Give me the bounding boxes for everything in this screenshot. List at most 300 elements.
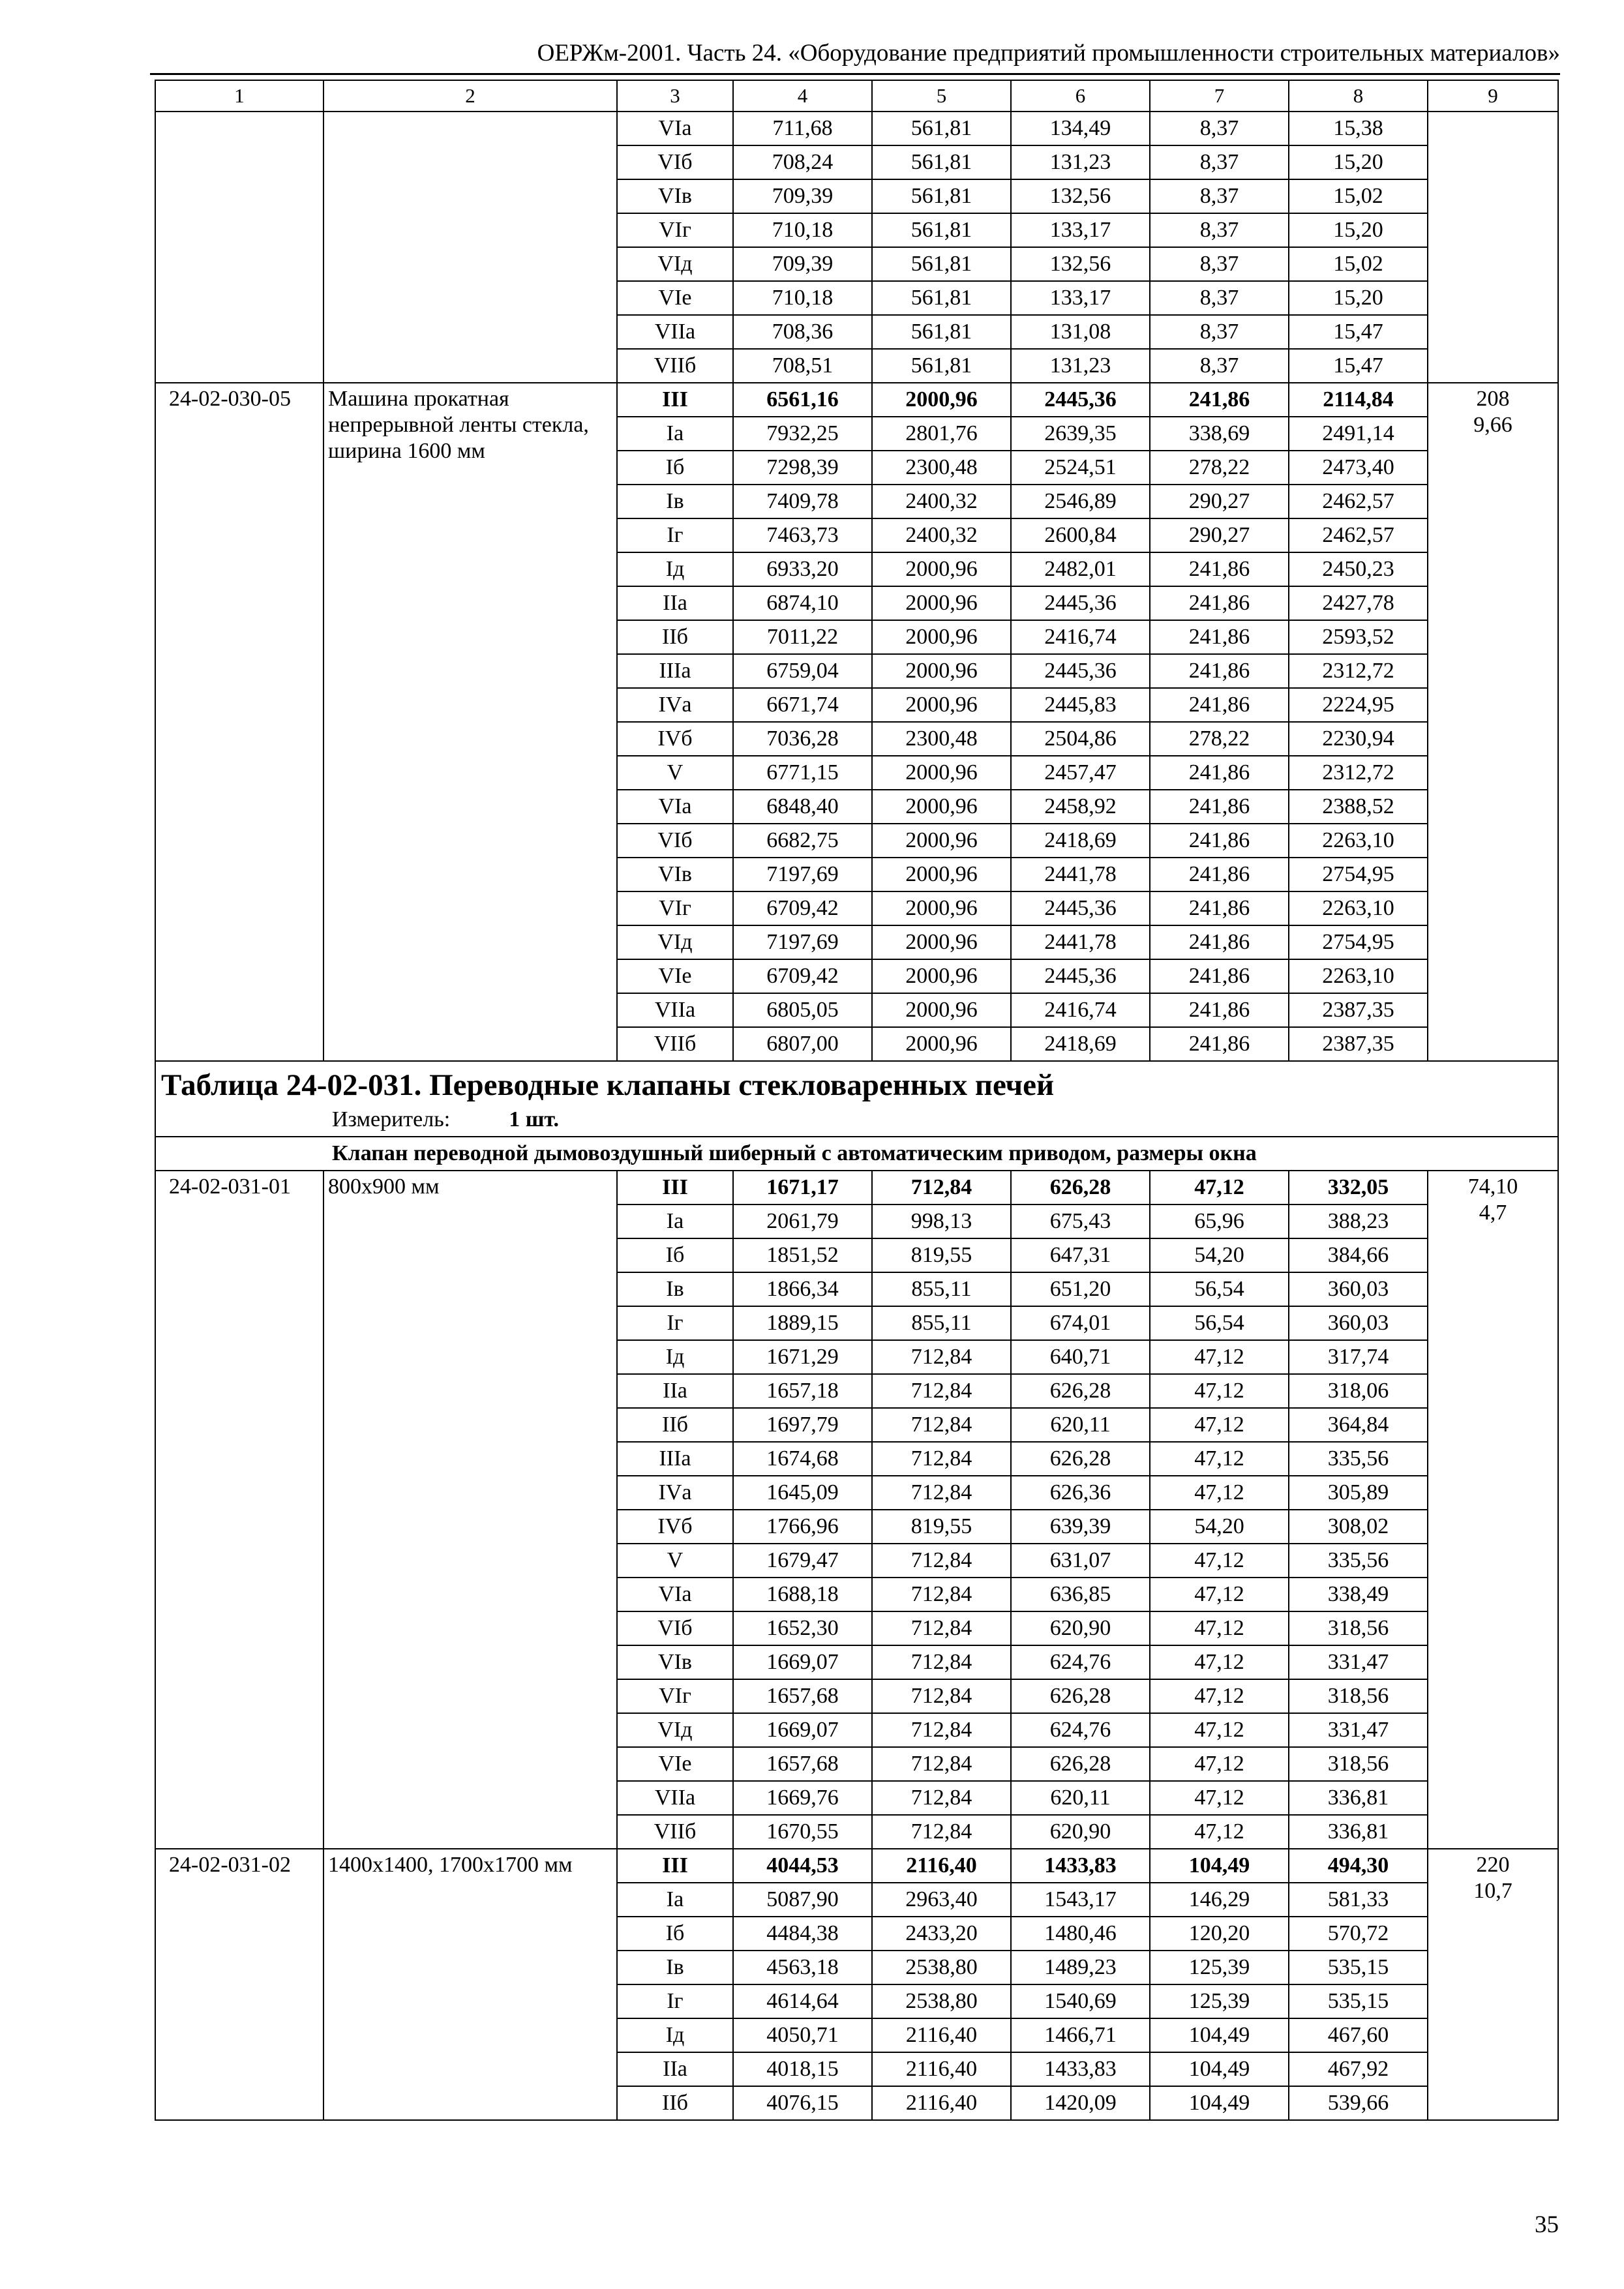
rate-value: 561,81 — [872, 112, 1011, 145]
rate-value: 2000,96 — [872, 959, 1011, 993]
zone-label: Iа — [617, 1204, 733, 1238]
rate-value: 125,39 — [1150, 1984, 1289, 2018]
rate-value: 709,39 — [733, 247, 872, 281]
rate-value: 241,86 — [1150, 858, 1289, 891]
rate-value: 1670,55 — [733, 1815, 872, 1849]
rate-value: 712,84 — [872, 1374, 1011, 1408]
rate-value: 241,86 — [1150, 891, 1289, 925]
column-number: 4 — [733, 80, 872, 112]
rate-value: 1671,29 — [733, 1340, 872, 1374]
rate-value: 104,49 — [1150, 1849, 1289, 1883]
rate-value: 855,11 — [872, 1306, 1011, 1340]
running-header: ОЕРЖм-2001. Часть 24. «Оборудование предприятий промышленности строительных материалов» — [537, 40, 1560, 67]
rate-value: 711,68 — [733, 112, 872, 145]
table-title-cell — [155, 1061, 1558, 1137]
extra-value: 74,10 — [1467, 1174, 1518, 1199]
rate-value: 1669,76 — [733, 1781, 872, 1815]
rate-value: 570,72 — [1289, 1917, 1428, 1951]
rate-value: 712,84 — [872, 1679, 1011, 1713]
zone-label: IVб — [617, 722, 733, 756]
zone-label: IIб — [617, 1408, 733, 1442]
rate-value: 47,12 — [1150, 1815, 1289, 1849]
zone-label: VIв — [617, 858, 733, 891]
zone-label: VIе — [617, 1747, 733, 1781]
rate-value: 620,90 — [1011, 1611, 1150, 1645]
rate-value: 2482,01 — [1011, 552, 1150, 586]
table-row — [155, 383, 1558, 417]
rate-value: 712,84 — [872, 1476, 1011, 1510]
subheading-row — [155, 1137, 1558, 1171]
rate-value: 2593,52 — [1289, 620, 1428, 654]
rate-value: 15,20 — [1289, 145, 1428, 179]
zone-label: VIб — [617, 824, 733, 858]
rate-value: 2000,96 — [872, 1027, 1011, 1061]
rate-value: 15,38 — [1289, 112, 1428, 145]
extra-value: 9,66 — [1473, 413, 1512, 437]
rate-value: 712,84 — [872, 1713, 1011, 1747]
rate-value: 241,86 — [1150, 756, 1289, 790]
column-number: 1 — [155, 80, 323, 112]
rate-value: 335,56 — [1289, 1442, 1428, 1476]
rate-value: 2445,36 — [1011, 959, 1150, 993]
rate-value: 133,17 — [1011, 281, 1150, 315]
rate-value: 133,17 — [1011, 213, 1150, 247]
item-extra — [1428, 383, 1558, 1061]
rate-value: 647,31 — [1011, 1238, 1150, 1272]
rate-value: 1674,68 — [733, 1442, 872, 1476]
rate-value: 241,86 — [1150, 925, 1289, 959]
item-extra — [1428, 1849, 1558, 2120]
rate-value: 2116,40 — [872, 1849, 1011, 1883]
rate-value: 47,12 — [1150, 1713, 1289, 1747]
rate-value: 624,76 — [1011, 1645, 1150, 1679]
rate-value: 2116,40 — [872, 2052, 1011, 2086]
rate-value: 331,47 — [1289, 1713, 1428, 1747]
rate-value: 47,12 — [1150, 1679, 1289, 1713]
rate-value: 134,49 — [1011, 112, 1150, 145]
rate-value: 146,29 — [1150, 1883, 1289, 1917]
rate-value: 2000,96 — [872, 993, 1011, 1027]
rate-value: 1480,46 — [1011, 1917, 1150, 1951]
rate-value: 1433,83 — [1011, 1849, 1150, 1883]
rate-value: 998,13 — [872, 1204, 1011, 1238]
rate-value: 1466,71 — [1011, 2018, 1150, 2052]
rate-value: 318,06 — [1289, 1374, 1428, 1408]
rate-value: 1679,47 — [733, 1544, 872, 1578]
rate-value: 131,08 — [1011, 315, 1150, 349]
rate-value: 1766,96 — [733, 1510, 872, 1544]
rate-value: 1669,07 — [733, 1645, 872, 1679]
rate-value: 278,22 — [1150, 722, 1289, 756]
table-row — [155, 1171, 1558, 1204]
rate-value: 2754,95 — [1289, 925, 1428, 959]
column-number: 7 — [1150, 80, 1289, 112]
rate-value: 335,56 — [1289, 1544, 1428, 1578]
zone-label: IIIа — [617, 654, 733, 688]
rate-value: 47,12 — [1150, 1476, 1289, 1510]
rate-value: 561,81 — [872, 349, 1011, 383]
rate-value: 241,86 — [1150, 586, 1289, 620]
rate-value: 2116,40 — [872, 2018, 1011, 2052]
item-code: 24-02-030-05 — [155, 383, 323, 1061]
zone-label: VIа — [617, 1578, 733, 1611]
rate-value: 1657,68 — [733, 1747, 872, 1781]
zone-label: VIб — [617, 1611, 733, 1645]
zone-label: III — [617, 1171, 733, 1204]
rate-value: 2441,78 — [1011, 858, 1150, 891]
zone-label: IIа — [617, 586, 733, 620]
rate-value: 2600,84 — [1011, 518, 1150, 552]
rate-value: 8,37 — [1150, 112, 1289, 145]
rate-value: 2000,96 — [872, 858, 1011, 891]
zone-label: IIа — [617, 1374, 733, 1408]
column-number: 6 — [1011, 80, 1150, 112]
zone-label: Iв — [617, 1272, 733, 1306]
rate-value: 2801,76 — [872, 417, 1011, 451]
rate-value: 712,84 — [872, 1781, 1011, 1815]
zone-label: IVа — [617, 1476, 733, 1510]
rate-value: 2418,69 — [1011, 824, 1150, 858]
rate-value: 241,86 — [1150, 654, 1289, 688]
rate-value: 2754,95 — [1289, 858, 1428, 891]
zone-label: Iд — [617, 1340, 733, 1374]
rate-value: 7197,69 — [733, 858, 872, 891]
rate-value: 1866,34 — [733, 1272, 872, 1306]
extra-value: 4,7 — [1479, 1201, 1507, 1225]
rate-value: 2427,78 — [1289, 586, 1428, 620]
zone-label: VIе — [617, 281, 733, 315]
rate-value: 7036,28 — [733, 722, 872, 756]
rate-value: 6805,05 — [733, 993, 872, 1027]
zone-label: Iб — [617, 1238, 733, 1272]
rate-value: 2416,74 — [1011, 620, 1150, 654]
rate-value: 331,47 — [1289, 1645, 1428, 1679]
rate-value: 241,86 — [1150, 959, 1289, 993]
rate-value: 539,66 — [1289, 2086, 1428, 2120]
rate-value: 1543,17 — [1011, 1883, 1150, 1917]
extra-value: 220 — [1476, 1853, 1510, 1877]
rate-value: 819,55 — [872, 1510, 1011, 1544]
rate-value: 2000,96 — [872, 688, 1011, 722]
rate-value: 708,36 — [733, 315, 872, 349]
rate-value: 360,03 — [1289, 1272, 1428, 1306]
column-number: 3 — [617, 80, 733, 112]
rate-value: 290,27 — [1150, 518, 1289, 552]
rate-value: 2639,35 — [1011, 417, 1150, 451]
rate-value: 2000,96 — [872, 620, 1011, 654]
rate-value: 2418,69 — [1011, 1027, 1150, 1061]
rate-value: 6561,16 — [733, 383, 872, 417]
rate-value: 241,86 — [1150, 993, 1289, 1027]
rate-value: 2387,35 — [1289, 993, 1428, 1027]
rate-value: 8,37 — [1150, 179, 1289, 213]
rate-value: 2000,96 — [872, 383, 1011, 417]
rate-value: 712,84 — [872, 1747, 1011, 1781]
rate-value: 2462,57 — [1289, 518, 1428, 552]
item-name — [323, 112, 617, 383]
rate-value: 2538,80 — [872, 1984, 1011, 2018]
rate-value: 2445,83 — [1011, 688, 1150, 722]
rate-value: 2061,79 — [733, 1204, 872, 1238]
rate-value: 305,89 — [1289, 1476, 1428, 1510]
rate-value: 561,81 — [872, 145, 1011, 179]
rate-value: 336,81 — [1289, 1815, 1428, 1849]
zone-label: Iд — [617, 2018, 733, 2052]
rate-value: 47,12 — [1150, 1578, 1289, 1611]
rate-value: 1657,68 — [733, 1679, 872, 1713]
rate-value: 47,12 — [1150, 1340, 1289, 1374]
rate-value: 640,71 — [1011, 1340, 1150, 1374]
rate-value: 7298,39 — [733, 451, 872, 485]
rate-value: 712,84 — [872, 1171, 1011, 1204]
item-code: 24-02-031-02 — [155, 1849, 323, 2120]
rate-value: 2000,96 — [872, 654, 1011, 688]
rate-value: 241,86 — [1150, 824, 1289, 858]
rate-value: 132,56 — [1011, 247, 1150, 281]
rate-value: 620,11 — [1011, 1408, 1150, 1442]
rate-value: 712,84 — [872, 1340, 1011, 1374]
rate-value: 47,12 — [1150, 1747, 1289, 1781]
rate-value: 624,76 — [1011, 1713, 1150, 1747]
rate-value: 2524,51 — [1011, 451, 1150, 485]
rate-value: 7463,73 — [733, 518, 872, 552]
rate-value: 710,18 — [733, 213, 872, 247]
rate-value: 2445,36 — [1011, 586, 1150, 620]
rate-value: 15,20 — [1289, 213, 1428, 247]
rate-value: 132,56 — [1011, 179, 1150, 213]
extra-value: 10,7 — [1473, 1879, 1512, 1903]
rate-value: 290,27 — [1150, 485, 1289, 518]
rate-value: 360,03 — [1289, 1306, 1428, 1340]
zone-label: IIб — [617, 2086, 733, 2120]
rate-value: 626,28 — [1011, 1171, 1150, 1204]
zone-label: VIд — [617, 925, 733, 959]
rate-value: 1540,69 — [1011, 1984, 1150, 2018]
rate-value: 535,15 — [1289, 1951, 1428, 1984]
zone-label: VIв — [617, 179, 733, 213]
zone-label: Iг — [617, 1306, 733, 1340]
rate-value: 6771,15 — [733, 756, 872, 790]
rate-value: 332,05 — [1289, 1171, 1428, 1204]
zone-label: Iа — [617, 1883, 733, 1917]
rate-value: 2458,92 — [1011, 790, 1150, 824]
zone-label: Iг — [617, 1984, 733, 2018]
rate-value: 561,81 — [872, 179, 1011, 213]
rate-value: 620,11 — [1011, 1781, 1150, 1815]
rate-value: 131,23 — [1011, 349, 1150, 383]
rate-value: 2416,74 — [1011, 993, 1150, 1027]
rate-value: 15,20 — [1289, 281, 1428, 315]
rate-value: 308,02 — [1289, 1510, 1428, 1544]
rate-value: 4044,53 — [733, 1849, 872, 1883]
rate-value: 2000,96 — [872, 891, 1011, 925]
rate-value: 6807,00 — [733, 1027, 872, 1061]
rate-value: 626,28 — [1011, 1747, 1150, 1781]
rate-value: 15,47 — [1289, 349, 1428, 383]
item-name: Машина прокатная непрерывной ленты стекла, ширина 1600 мм — [323, 383, 617, 1061]
rate-value: 1851,52 — [733, 1238, 872, 1272]
rate-value: 338,69 — [1150, 417, 1289, 451]
rates-table — [155, 80, 1559, 2121]
rate-value: 6709,42 — [733, 891, 872, 925]
rate-value: 318,56 — [1289, 1679, 1428, 1713]
rate-value: 2000,96 — [872, 552, 1011, 586]
column-number: 2 — [323, 80, 617, 112]
rate-value: 1652,30 — [733, 1611, 872, 1645]
zone-label: Iв — [617, 1951, 733, 1984]
table-row — [155, 1849, 1558, 1883]
rate-value: 15,02 — [1289, 179, 1428, 213]
zone-label: VIIб — [617, 349, 733, 383]
zone-label: VIIа — [617, 993, 733, 1027]
rate-value: 120,20 — [1150, 1917, 1289, 1951]
zone-label: VIIб — [617, 1027, 733, 1061]
column-number: 8 — [1289, 80, 1428, 112]
rate-value: 241,86 — [1150, 383, 1289, 417]
rate-value: 5087,90 — [733, 1883, 872, 1917]
rate-value: 2445,36 — [1011, 654, 1150, 688]
rate-value: 626,28 — [1011, 1374, 1150, 1408]
rate-value: 2224,95 — [1289, 688, 1428, 722]
rate-value: 336,81 — [1289, 1781, 1428, 1815]
rate-value: 388,23 — [1289, 1204, 1428, 1238]
rate-value: 318,56 — [1289, 1611, 1428, 1645]
header-rule — [150, 73, 1560, 75]
rate-value: 56,54 — [1150, 1306, 1289, 1340]
rate-value: 47,12 — [1150, 1544, 1289, 1578]
rate-value: 626,28 — [1011, 1679, 1150, 1713]
rate-value: 561,81 — [872, 315, 1011, 349]
zone-label: VIа — [617, 790, 733, 824]
rate-value: 47,12 — [1150, 1611, 1289, 1645]
rate-value: 2473,40 — [1289, 451, 1428, 485]
rate-value: 2000,96 — [872, 586, 1011, 620]
rate-value: 8,37 — [1150, 349, 1289, 383]
rate-value: 1671,17 — [733, 1171, 872, 1204]
column-number-row — [155, 80, 1558, 112]
measure-label: Измеритель: — [332, 1107, 451, 1131]
rate-value: 631,07 — [1011, 1544, 1150, 1578]
rate-value: 2963,40 — [872, 1883, 1011, 1917]
rate-value: 639,39 — [1011, 1510, 1150, 1544]
rate-value: 4614,64 — [733, 1984, 872, 2018]
rate-value: 712,84 — [872, 1815, 1011, 1849]
rate-value: 1645,09 — [733, 1476, 872, 1510]
zone-label: VIIа — [617, 1781, 733, 1815]
rate-value: 7011,22 — [733, 620, 872, 654]
rate-value: 7932,25 — [733, 417, 872, 451]
rate-value: 4484,38 — [733, 1917, 872, 1951]
rate-value: 2230,94 — [1289, 722, 1428, 756]
rate-value: 2445,36 — [1011, 383, 1150, 417]
rate-value: 2504,86 — [1011, 722, 1150, 756]
rate-value: 712,84 — [872, 1578, 1011, 1611]
rate-value: 8,37 — [1150, 247, 1289, 281]
rate-value: 8,37 — [1150, 145, 1289, 179]
item-name: 1400x1400, 1700x1700 мм — [323, 1849, 617, 2120]
rate-value: 674,01 — [1011, 1306, 1150, 1340]
rate-value: 2387,35 — [1289, 1027, 1428, 1061]
rate-value: 2462,57 — [1289, 485, 1428, 518]
rate-value: 47,12 — [1150, 1171, 1289, 1204]
table-title: Таблица 24-02-031. Переводные клапаны стекловаренных печей — [161, 1068, 1055, 1102]
zone-label: Iб — [617, 1917, 733, 1951]
rate-value: 2538,80 — [872, 1951, 1011, 1984]
rate-value: 364,84 — [1289, 1408, 1428, 1442]
rate-value: 104,49 — [1150, 2018, 1289, 2052]
column-number: 5 — [872, 80, 1011, 112]
rate-value: 6933,20 — [733, 552, 872, 586]
rate-value: 56,54 — [1150, 1272, 1289, 1306]
zone-label: Iв — [617, 485, 733, 518]
rate-value: 241,86 — [1150, 790, 1289, 824]
rate-value: 2114,84 — [1289, 383, 1428, 417]
rate-value: 8,37 — [1150, 213, 1289, 247]
zone-label: III — [617, 1849, 733, 1883]
rate-value: 241,86 — [1150, 552, 1289, 586]
zone-label: IIIа — [617, 1442, 733, 1476]
zone-label: VIб — [617, 145, 733, 179]
zone-label: VIг — [617, 891, 733, 925]
rate-value: 6682,75 — [733, 824, 872, 858]
item-extra — [1428, 1171, 1558, 1849]
rate-value: 561,81 — [872, 247, 1011, 281]
rate-value: 2491,14 — [1289, 417, 1428, 451]
rate-value: 710,18 — [733, 281, 872, 315]
rate-value: 7409,78 — [733, 485, 872, 518]
rate-value: 1433,83 — [1011, 2052, 1150, 2086]
item-code — [155, 112, 323, 383]
zone-label: V — [617, 1544, 733, 1578]
rate-value: 2433,20 — [872, 1917, 1011, 1951]
rate-value: 15,02 — [1289, 247, 1428, 281]
rate-value: 317,74 — [1289, 1340, 1428, 1374]
zone-label: VIд — [617, 247, 733, 281]
rate-value: 2450,23 — [1289, 552, 1428, 586]
item-code: 24-02-031-01 — [155, 1171, 323, 1849]
zone-label: III — [617, 383, 733, 417]
rate-value: 712,84 — [872, 1645, 1011, 1679]
rate-value: 1688,18 — [733, 1578, 872, 1611]
measure-line — [156, 1103, 1557, 1136]
rate-value: 581,33 — [1289, 1883, 1428, 1917]
zone-label: V — [617, 756, 733, 790]
extra-value: 208 — [1476, 387, 1510, 411]
zone-label: Iд — [617, 552, 733, 586]
rate-value: 2000,96 — [872, 790, 1011, 824]
rate-value: 2000,96 — [872, 756, 1011, 790]
rate-value: 626,36 — [1011, 1476, 1150, 1510]
table-title-row — [155, 1061, 1558, 1137]
rate-value: 2000,96 — [872, 824, 1011, 858]
rate-value: 4018,15 — [733, 2052, 872, 2086]
zone-label: IVа — [617, 688, 733, 722]
rate-value: 47,12 — [1150, 1645, 1289, 1679]
rate-value: 278,22 — [1150, 451, 1289, 485]
zone-label: VIд — [617, 1713, 733, 1747]
rate-value: 2445,36 — [1011, 891, 1150, 925]
rate-value: 6709,42 — [733, 959, 872, 993]
rate-value: 2312,72 — [1289, 654, 1428, 688]
rate-value: 2263,10 — [1289, 824, 1428, 858]
measure-value: 1 шт. — [509, 1107, 560, 1131]
column-number: 9 — [1428, 80, 1558, 112]
zone-label: IIб — [617, 620, 733, 654]
rate-value: 338,49 — [1289, 1578, 1428, 1611]
rate-value: 104,49 — [1150, 2052, 1289, 2086]
rate-value: 651,20 — [1011, 1272, 1150, 1306]
rate-value: 709,39 — [733, 179, 872, 213]
